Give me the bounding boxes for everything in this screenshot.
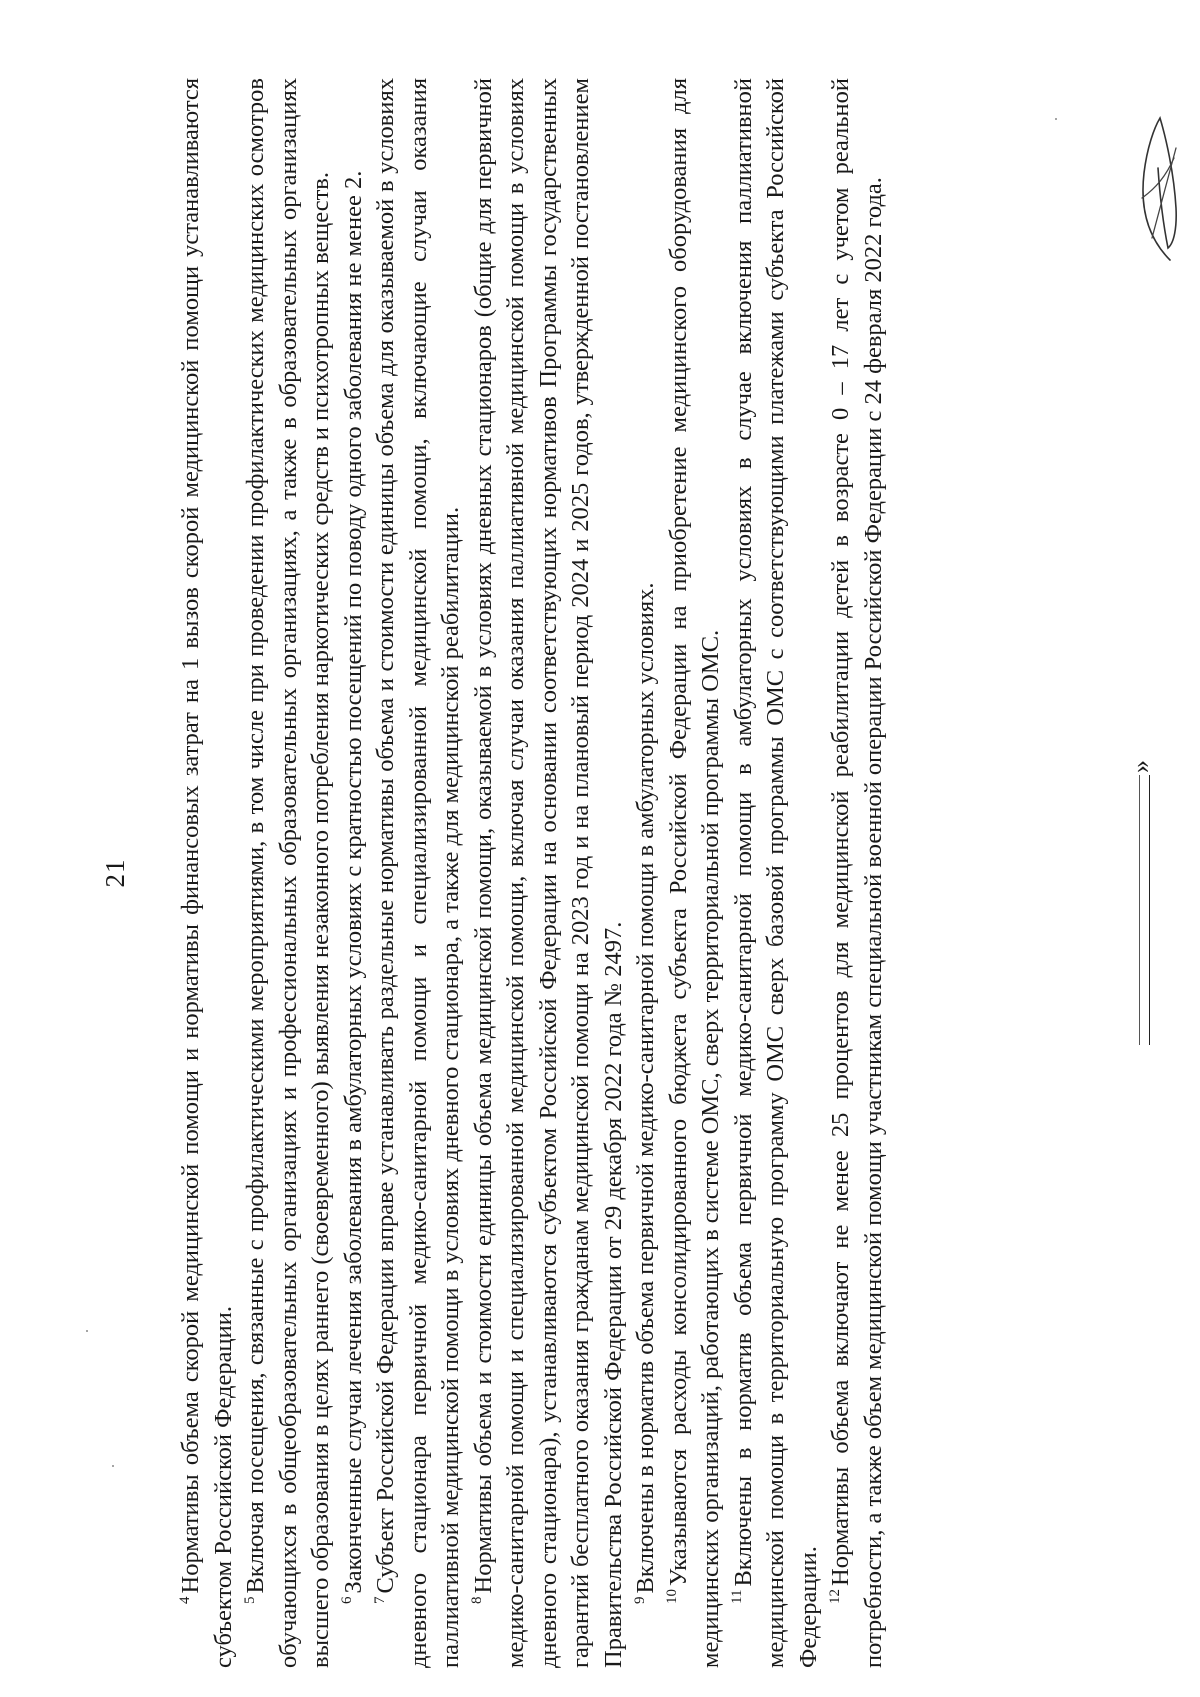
- handwritten-signature: [1130, 108, 1190, 268]
- closing-rule-line: [1139, 775, 1140, 1045]
- footnote-5: [240, 78, 338, 1668]
- footnote-12: [825, 78, 890, 1668]
- footnote-text: Законченные случаи лечения заболевания в амбулаторных условиях с кратностью посещений по поводу одного заболевания не менее 2.: [339, 170, 367, 1594]
- footnote-mark: 4: [176, 1596, 193, 1604]
- footnote-text: Включены в норматив объема первичной медико-санитарной помощи в амбулаторных условиях.: [632, 582, 659, 1594]
- footnote-11: [728, 78, 826, 1668]
- scan-speck: [112, 1465, 114, 1467]
- footnote-mark: 10: [664, 1589, 681, 1604]
- footnote-text: Включены в норматив объема первичной медико-санитарной помощи в амбулаторных условиях в случае включения паллиативной медицинской помощи в территориальную программу ОМС сверх базовой программы ОМС с соответствующими платежами субъекта Российской Федерации.: [729, 78, 822, 1668]
- footnote-mark: 12: [826, 1589, 843, 1604]
- rotated-page: [80, 78, 1180, 1668]
- closing-rule: [1090, 673, 1155, 1073]
- footnote-mark: 11: [729, 1589, 746, 1604]
- footnote-9: [630, 78, 663, 1668]
- footnote-10: [663, 78, 728, 1668]
- footnote-4: [175, 78, 240, 1668]
- footnote-7: [370, 78, 468, 1668]
- footnote-mark: 7: [371, 1596, 388, 1604]
- footnote-text: Нормативы объема и стоимости единицы объема медицинской помощи, оказываемой в условиях дневных стационаров (общие для первичной медико-санитарной помощи и специализированной медицинской помощи, включая случаи оказания паллиативной медицинской помощи в условиях дневного стационара), устанавливаются субъектом Российской Федерации на основании соответствующих нормативов Программы государственных гарантий бесплатного оказания гражданам медицинской помощи на 2023 год и на плановый период 2024 и 2025 годов, утвержденной постановлением Правительства Российской Федерации от 29 декабря 2022 года № 2497.: [469, 78, 627, 1668]
- scan-speck: [86, 1330, 88, 1332]
- footnote-text: Субъект Российской Федерации вправе устанавливать раздельные нормативы объема и стоимости единицы объема для оказываемой в условиях дневного стационара первичной медико-санитарной помощи и специализированной медицинской помощи, включающие случаи оказания паллиативной медицинской помощи в условиях дневного стационара, а также для медицинской реабилитации.: [372, 78, 464, 1668]
- footnote-text: Нормативы объема включают не менее 25 процентов для медицинской реабилитации детей в возрасте 0 – 17 лет с учетом реальной потребности, а также объем медицинской помощи участникам специальной военной операции Российской Федерации с 24 февраля 2022 года.: [827, 78, 887, 1668]
- footnote-text: Нормативы объема скорой медицинской помощи и нормативы финансовых затрат на 1 вызов скорой медицинской помощи устанавливаются субъектом Российской Федерации.: [177, 78, 237, 1668]
- footnote-text: Указываются расходы консолидированного бюджета субъекта Российской Федерации на приобретение медицинского оборудования для медицинских организаций, работающих в системе ОМС, сверх территориальной программы ОМС.: [664, 78, 724, 1668]
- footnotes-block: [175, 78, 890, 1668]
- scan-speck: [1055, 118, 1057, 120]
- footnote-6: [338, 78, 371, 1668]
- page-number: 21: [100, 858, 130, 888]
- closing-quote-mark: »: [1126, 760, 1155, 773]
- footnote-text: Включая посещения, связанные с профилактическими мероприятиями, в том числе при проведении профилактических медицинских осмотров обучающихся в общеобразовательных организациях и профессиональных образовательных организациях, а также в образовательных организациях высшего образования в целях раннего (своевременного) выявления незаконного потребления наркотических средств и психотропных веществ.: [242, 78, 334, 1668]
- closing-rule-line: [1149, 775, 1150, 1045]
- footnote-8: [468, 78, 631, 1668]
- footnote-mark: 5: [241, 1596, 258, 1604]
- signature-icon: [1130, 108, 1190, 268]
- footnote-mark: 8: [469, 1596, 486, 1604]
- footnote-mark: 6: [339, 1596, 356, 1604]
- footnote-mark: 9: [631, 1596, 648, 1604]
